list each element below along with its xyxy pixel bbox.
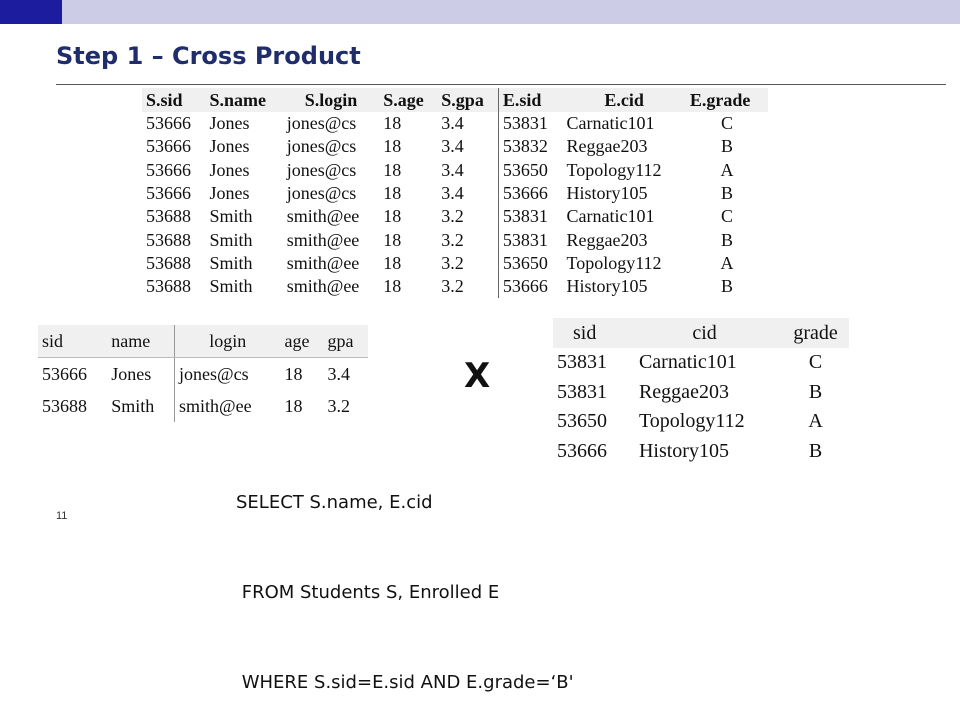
col-header: cid [627, 318, 782, 348]
table-cell: 53832 [502, 136, 548, 157]
table-row [553, 437, 849, 467]
table-cell: Smith [209, 276, 253, 297]
table-cell: History105 [638, 439, 729, 462]
table-row [553, 348, 849, 378]
sql-line: SELECT S.name, E.cid [236, 492, 433, 513]
table-cell: Carnatic101 [638, 351, 737, 374]
table-cell: A [808, 410, 823, 433]
table-cell: 53666 [146, 183, 191, 204]
sql-query [236, 428, 574, 728]
table-cell: C [720, 206, 733, 227]
table-cell: 53831 [502, 229, 548, 250]
table-cell: Smith [209, 229, 253, 250]
table-cell: 53666 [146, 159, 191, 180]
table-cell: A [720, 252, 734, 273]
table-cell: Reggae203 [566, 136, 648, 157]
table-cell: 53666 [146, 113, 191, 134]
students-header-row [38, 325, 368, 358]
col-header: S.login [283, 88, 379, 112]
table-cell: 53831 [557, 380, 607, 403]
table-cell: 18 [383, 136, 402, 157]
table-row [38, 390, 368, 422]
table-cell: Smith [107, 390, 174, 422]
table-cell: 18 [284, 363, 303, 384]
table-row [142, 228, 768, 251]
table-cell: 18 [383, 229, 402, 250]
table-cell: Smith [209, 206, 253, 227]
table-cell: 3.4 [437, 182, 498, 205]
col-header: S.gpa [437, 88, 498, 112]
table-cell: jones@cs [286, 159, 357, 180]
table-cell: Reggae203 [638, 380, 729, 403]
col-header: name [107, 325, 174, 358]
students-table [38, 325, 368, 422]
table-cell: 53688 [146, 252, 191, 273]
table-cell: 53650 [502, 252, 548, 273]
table-cell: smith@ee [286, 276, 360, 297]
title-divider [56, 84, 946, 85]
table-cell: 53666 [146, 136, 191, 157]
table-cell: Jones [209, 136, 250, 157]
col-header: E.sid [498, 88, 562, 112]
table-cell: Jones [107, 358, 174, 391]
table-cell: jones@cs [286, 183, 357, 204]
col-header: E.grade [686, 88, 768, 112]
top-bar [0, 0, 960, 24]
table-cell: C [808, 351, 823, 374]
col-header: S.sid [142, 88, 205, 112]
table-cell: History105 [566, 276, 648, 297]
slide-title: Step 1 – Cross Product [56, 42, 361, 70]
slide-number: 11 [56, 510, 68, 522]
table-cell: B [720, 183, 733, 204]
table-cell: B [720, 276, 733, 297]
table-cell: 53666 [502, 183, 548, 204]
table-cell: Jones [209, 159, 250, 180]
table-cell: 3.2 [437, 228, 498, 251]
table-cell: 3.4 [327, 363, 351, 384]
table-cell: 3.2 [437, 205, 498, 228]
table-cell: smith@ee [286, 206, 360, 227]
col-header: E.cid [562, 88, 685, 112]
table-cell: 53831 [502, 113, 548, 134]
col-header: age [280, 325, 323, 358]
table-cell: jones@cs [286, 136, 357, 157]
table-cell: 53650 [502, 159, 548, 180]
col-header: sid [553, 318, 627, 348]
cross-product-header-row [142, 88, 768, 112]
table-cell: 53831 [502, 206, 548, 227]
cross-product-symbol: X [464, 356, 491, 396]
table-cell: Jones [209, 113, 250, 134]
table-cell: B [808, 439, 823, 462]
table-row [142, 159, 768, 182]
table-cell: 53666 [502, 276, 548, 297]
col-header: grade [782, 318, 849, 348]
table-cell: 3.2 [437, 252, 498, 275]
table-cell: B [720, 229, 733, 250]
table-cell: History105 [566, 183, 648, 204]
table-row [142, 275, 768, 298]
sql-line: WHERE S.sid=E.sid AND E.grade=‘B' [236, 672, 574, 693]
table-cell: 3.4 [437, 135, 498, 158]
table-cell: jones@cs [179, 363, 249, 384]
table-row [553, 407, 849, 437]
table-cell: smith@ee [286, 229, 360, 250]
col-header: login [175, 325, 281, 358]
table-cell: Reggae203 [566, 229, 648, 250]
table-cell: 3.4 [437, 159, 498, 182]
table-cell: 18 [383, 183, 402, 204]
table-cell: 53650 [557, 410, 607, 433]
table-cell: 3.2 [327, 395, 351, 416]
table-row [38, 358, 368, 391]
table-cell: jones@cs [286, 113, 357, 134]
table-cell: Topology112 [638, 410, 745, 433]
table-cell: B [720, 136, 733, 157]
enrolled-table [553, 318, 849, 466]
table-cell: 53688 [42, 395, 87, 416]
table-cell: C [720, 113, 733, 134]
table-row [142, 205, 768, 228]
table-cell: B [808, 380, 823, 403]
sql-line: FROM Students S, Enrolled E [236, 582, 500, 603]
table-row [142, 252, 768, 275]
table-row [142, 182, 768, 205]
col-header: S.name [205, 88, 282, 112]
table-cell: 18 [383, 159, 402, 180]
table-cell: 18 [284, 395, 303, 416]
table-cell: 3.2 [437, 275, 498, 298]
table-cell: Jones [209, 183, 250, 204]
col-header: gpa [324, 325, 368, 358]
table-cell: 18 [383, 206, 402, 227]
table-cell: Smith [209, 252, 253, 273]
col-header: sid [38, 325, 107, 358]
table-row [142, 112, 768, 135]
table-cell: A [720, 159, 734, 180]
col-header: S.age [379, 88, 437, 112]
table-cell: 53688 [146, 229, 191, 250]
table-cell: 53666 [42, 363, 87, 384]
table-row [142, 135, 768, 158]
table-cell: 53831 [557, 351, 607, 374]
cross-product-table [142, 88, 768, 298]
table-cell: 18 [383, 276, 402, 297]
table-cell: Carnatic101 [566, 113, 655, 134]
table-cell: Topology112 [566, 159, 662, 180]
table-cell: 18 [383, 252, 402, 273]
table-cell: 53688 [146, 206, 191, 227]
table-cell: 18 [383, 113, 402, 134]
top-accent-block [0, 0, 62, 24]
enrolled-header-row [553, 318, 849, 348]
table-cell: Carnatic101 [566, 206, 655, 227]
table-cell: Topology112 [566, 252, 662, 273]
table-cell: smith@ee [286, 252, 360, 273]
table-row [553, 378, 849, 408]
table-cell: 3.4 [437, 112, 498, 135]
table-cell: 53688 [146, 276, 191, 297]
table-cell: smith@ee [179, 395, 252, 416]
table-cell: 53666 [557, 439, 607, 462]
